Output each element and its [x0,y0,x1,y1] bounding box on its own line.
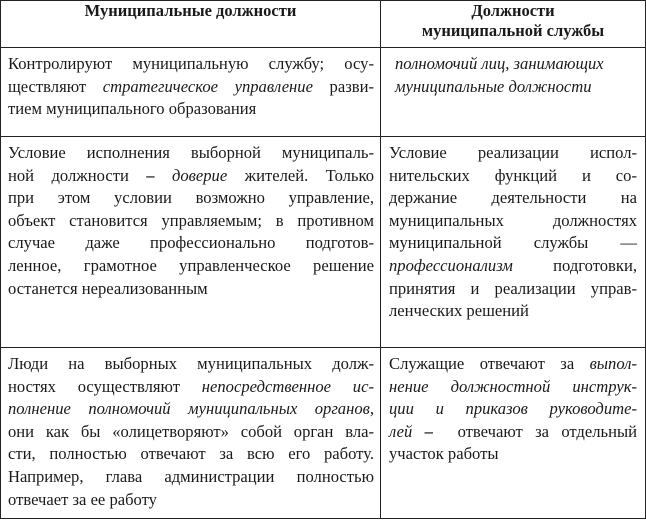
table-row [1,48,646,137]
cell-line: муниципальных должностях [389,210,637,230]
cell-line: ции и приказов руководите- [389,399,637,419]
cell-line: держание деятельности на [389,188,637,208]
column-header-municipal-positions: Муниципальные должности [1,1,381,48]
cell-line: профессионализм подготовки, [389,255,637,275]
cell-line: Контролируют муниципальную службу; осу- [8,54,374,73]
cell-line: нительских функций и со- [389,165,637,185]
cell-line: Люди на выборных муниципальных долж- [8,354,374,373]
cell-line: лей – отвечают за отдельный [389,421,638,441]
cell-line: полномочий лиц, занимающих [395,54,604,73]
cell-line: отвечает за ее работу [8,489,157,509]
cell-line: ной должности – доверие жителей. Только [8,165,375,185]
table-cell-municipal-positions [1,48,381,137]
cell-line: Например, глава администрации полностью [8,466,374,486]
cell-line: при этом условии возможно управление, [8,188,374,208]
cell-line: ществляют стратегическое управление разви- [8,76,374,96]
cell-line: сти, полностью отвечают за всю его работу. [8,444,374,464]
table-cell-municipal-positions [1,137,381,348]
table-header-row [1,1,646,48]
cell-line: тием муниципального образования [8,99,257,119]
cell-line: ностях осуществляют непосредственное ис- [8,376,374,396]
cell-line: нение должностной инструк- [389,376,637,396]
cell-line: ленное, грамотное управленческое решение [8,255,374,275]
table-row [1,137,646,348]
cell-line: муниципальной службы — [389,233,637,253]
cell-line: принятия и реализации управ- [389,278,637,298]
cell-line: муниципальные должности [395,76,592,96]
table-cell-municipal-service-positions [381,348,646,519]
cell-line: Условие реализации испол- [389,143,637,162]
cell-line: случае даже профессионально подготов- [8,233,374,253]
cell-line: участок работы [389,444,499,464]
table-row [1,348,646,519]
table-cell-municipal-positions [1,348,381,519]
cell-line: ленческих решений [389,301,529,321]
cell-line: они как бы «олицетворяют» собой орган вла- [8,421,374,441]
cell-line: останется нереализованным [8,278,208,298]
cell-line: полнение полномочий муниципальных органов, [8,399,374,419]
table-cell-municipal-service-positions [381,137,646,348]
column-header-municipal-service-positions: Должности муниципальной службы [381,1,646,48]
cell-line: объект становится управляемым; в противном [8,210,374,230]
cell-line: Условие исполнения выборной муниципаль- [8,143,374,162]
table-cell-municipal-service-positions [381,48,646,137]
cell-line: Служащие отвечают за выпол- [389,354,637,373]
